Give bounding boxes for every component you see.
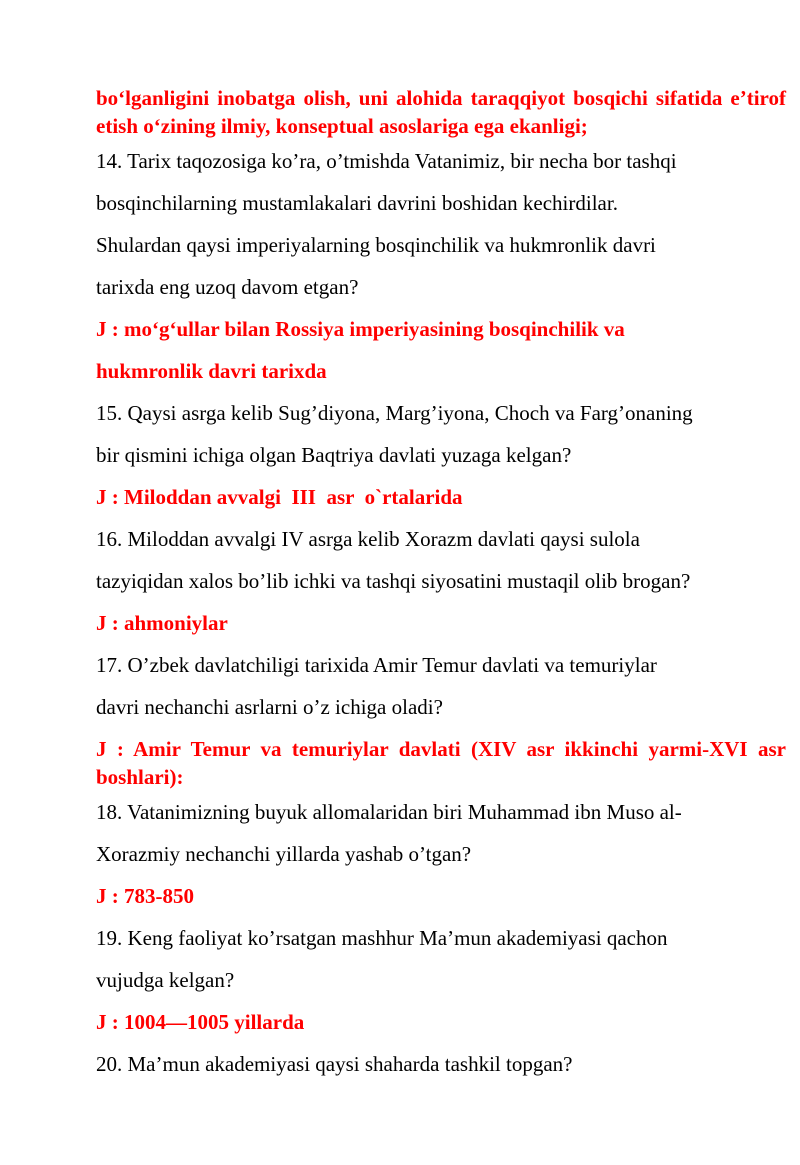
question-16-line-1: 16. Miloddan avvalgi IV asrga kelib Xorazm davlati qaysi sulola [96, 527, 640, 551]
question-20-line-1: 20. Ma’mun akademiyasi qaysi shaharda tashkil topgan? [96, 1052, 573, 1076]
question-19-line-2: vujudga kelgan? [96, 968, 235, 992]
answer-15: J : Miloddan avvalgi III asr o`rtalarida [96, 485, 463, 509]
answer-17: J : Amir Temur va temuriylar davlati (XIV asr ikkinchi yarmi-XVI asr boshlari): [96, 737, 786, 789]
previous-answer-continuation: bo‘lganligini inobatga olish, uni alohida taraqqiyot bosqichi sifatida e’tirof etish o‘zining ilmiy, konseptual asoslariga ega ekanligi; [96, 86, 786, 138]
question-14-line-3: Shulardan qaysi imperiyalarning bosqinchilik va hukmronlik davri [96, 233, 656, 257]
question-18-line-2: Xorazmiy nechanchi yillarda yashab o’tgan? [96, 842, 472, 866]
question-18-line-1: 18. Vatanimizning buyuk allomalaridan biri Muhammad ibn Muso al- [96, 800, 682, 824]
question-17-line-2: davri nechanchi asrlarni o’z ichiga oladi? [96, 695, 443, 719]
answer-14-line-2: hukmronlik davri tarixda [96, 359, 327, 383]
answer-19: J : 1004—1005 yillarda [96, 1010, 305, 1034]
question-15-line-1: 15. Qaysi asrga kelib Sug’diyona, Marg’iyona, Choch va Farg’onaning [96, 401, 693, 425]
answer-16: J : ahmoniylar [96, 611, 228, 635]
question-15-line-2: bir qismini ichiga olgan Baqtriya davlati yuzaga kelgan? [96, 443, 572, 467]
answer-18: J : 783-850 [96, 884, 194, 908]
answer-14-line-1: J : mo‘g‘ullar bilan Rossiya imperiyasining bosqinchilik va [96, 317, 625, 341]
question-14-line-1: 14. Tarix taqozosiga ko’ra, o’tmishda Vatanimiz, bir necha bor tashqi [96, 149, 677, 173]
question-19-line-1: 19. Keng faoliyat ko’rsatgan mashhur Ma’mun akademiyasi qachon [96, 926, 668, 950]
question-14-line-4: tarixda eng uzoq davom etgan? [96, 275, 359, 299]
question-17-line-1: 17. O’zbek davlatchiligi tarixida Amir Temur davlati va temuriylar [96, 653, 657, 677]
question-14-line-2: bosqinchilarning mustamlakalari davrini boshidan kechirdilar. [96, 191, 618, 215]
question-16-line-2: tazyiqidan xalos bo’lib ichki va tashqi siyosatini mustaqil olib brogan? [96, 569, 691, 593]
document-page [96, 84, 786, 1085]
